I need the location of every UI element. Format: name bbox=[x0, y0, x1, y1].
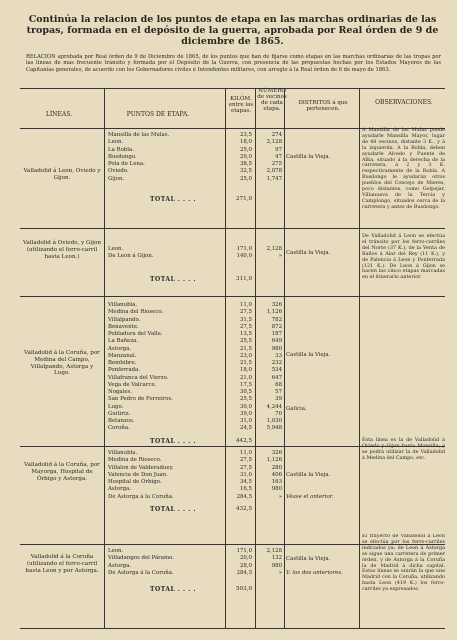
vecinos-value: » bbox=[278, 569, 282, 576]
header-kilom: KILÓM. entre las etapas. bbox=[228, 96, 254, 114]
etapa-item: De Astorga á la Coruña. bbox=[108, 493, 174, 500]
etapa-item: Leon. bbox=[108, 139, 124, 146]
km-value: 21,0 bbox=[239, 374, 252, 381]
etapa-item: Bembibre. bbox=[108, 360, 137, 366]
km-value: 28,0 bbox=[239, 562, 252, 569]
document-page bbox=[20, 12, 445, 632]
etapa-item: Busdongo. bbox=[108, 153, 137, 160]
km-value: 11,0 bbox=[239, 302, 252, 308]
km-value: 29,0 bbox=[239, 153, 252, 160]
km-list bbox=[228, 302, 252, 433]
total-value: 442,5 bbox=[235, 438, 252, 444]
distrito-label: Castilla la Vieja. bbox=[286, 250, 331, 256]
vecinos-value: 280 bbox=[271, 464, 282, 471]
vecinos-list bbox=[256, 548, 282, 577]
vecinos-value: 57 bbox=[275, 389, 282, 395]
distrito-note: Véase el anterior. bbox=[286, 494, 334, 500]
km-value: 284,5 bbox=[236, 569, 252, 576]
observaciones-text: El trayecto de Valladolid á Leon se efectúa por los ferro-carriles indicados ya; de Leon á Astorga se sigue una carretera de primer órden, y de Astorga á la Coruña la de Madrid á dicha capital. Estas líneas se unirán la que une Madrid con la Coruña, utilizando hasta Leon (419 K.) los ferro-carriles ya expresados. bbox=[362, 534, 445, 593]
km-value: 18,0 bbox=[239, 367, 252, 374]
col-rule-4 bbox=[284, 88, 285, 628]
km-value: 31,0 bbox=[239, 471, 252, 478]
etapa-item: Nogales. bbox=[108, 389, 133, 395]
header-distritos: DISTRITOS á que pertenecen. bbox=[298, 100, 348, 112]
linea-label: Valladolid á la Coruña, por Medina del Campo, Villalpando, Astorga y Lugo. bbox=[24, 350, 100, 377]
header-puntos: PUNTOS DE ETAPA. bbox=[126, 111, 190, 118]
km-value: 16,5 bbox=[239, 486, 252, 493]
vecinos-value: 2,128 bbox=[266, 139, 282, 146]
total-label: TOTAL . . . . bbox=[150, 506, 196, 513]
intro-paragraph: RELACION aprobada por Real órden de 9 de Diciembre de 1865, de los puntos que han de fijarse como etapas en las marchas ordinarias de las tropas por las lineas de mas frecuente tránsito y formada por el Depósito de la Guerra, con presencia de las propuestas hechas por los Estados Mayores de las Capitanías generales, de acuerdo con los Gobernadores civiles é Intendentes militares, con arreglo á la Real órden de 6 de mayo de 1863. bbox=[26, 54, 441, 73]
etapa-item: Villafranca del Vierzo. bbox=[108, 374, 169, 381]
distrito-label: Galicia. bbox=[286, 406, 307, 412]
vecinos-value: 4,244 bbox=[266, 403, 282, 410]
etapa-item: Guitiriz. bbox=[108, 410, 131, 417]
km-value: 32,5 bbox=[239, 168, 252, 175]
km-list bbox=[228, 246, 252, 261]
observaciones-text: De Valladolid á Leon se efectúa el tránsito por los ferro-carriles del Norte (37 K.), de la Venta de Baños á Alar del Rey (11 K.), y de Palencia á Leon y Ponferrada (121 K.). De Leon á Gijon se hacen las cinco etapas marcadas en el itinerario anterior. bbox=[362, 233, 445, 281]
observaciones-text: Esta línea es la de Valladolid á Oviedo y Gijon hasta Mansilla; y se podrá utilizar la de Valladolid á Medina del Campo, etc. bbox=[362, 437, 445, 461]
vecinos-value: 980 bbox=[271, 486, 282, 493]
vecinos-value: 872 bbox=[271, 323, 282, 330]
etapa-item: Mansilla de las Mulas. bbox=[108, 132, 170, 138]
etapa-item: Benavente. bbox=[108, 323, 139, 330]
header-vecinos: NÚMERO de vecinos de cada etapa. bbox=[257, 88, 287, 112]
distrito-label: Castilla la Vieja. bbox=[286, 556, 331, 562]
vecinos-value: 274 bbox=[271, 132, 282, 138]
etapa-item: Villalon de Valderaduey. bbox=[108, 464, 174, 471]
vecinos-value: » bbox=[278, 253, 282, 260]
etapa-item: Ponferrada. bbox=[108, 367, 141, 374]
km-value: 27,5 bbox=[239, 464, 252, 471]
bottom-rule bbox=[20, 628, 445, 629]
distrito-label: Castilla la Vieja. bbox=[286, 472, 331, 478]
km-value: 23,5 bbox=[239, 132, 252, 138]
vecinos-value: 5,948 bbox=[266, 425, 282, 432]
etapa-item: Coruña. bbox=[108, 425, 130, 432]
etapa-item: Leon. bbox=[108, 548, 124, 554]
etapa-item: Villadangos del Páramo. bbox=[108, 555, 174, 562]
km-value: 31,5 bbox=[239, 316, 252, 323]
col-rule-5 bbox=[359, 88, 360, 628]
km-value: 39,0 bbox=[239, 410, 252, 417]
etapa-item: De Leon á Gijon. bbox=[108, 253, 154, 260]
etapa-item: Hospital de Órbigo. bbox=[108, 479, 162, 485]
km-value: 27,5 bbox=[239, 323, 252, 330]
km-value: 27,5 bbox=[239, 309, 252, 316]
km-value: 17,5 bbox=[239, 381, 252, 388]
km-value: 171,0 bbox=[236, 246, 252, 252]
vecinos-list bbox=[256, 302, 282, 433]
page-title: Continúa la relacion de los puntos de etapa en las marchas ordinarias de las tropas, formada en el depósito de la guerra, aprobada por Real órden de 9 de diciembre de 1865. bbox=[26, 14, 439, 47]
vecinos-value: 649 bbox=[271, 338, 282, 345]
total-label: TOTAL . . . . bbox=[150, 196, 196, 203]
etapa-item: Pobladura del Valle. bbox=[108, 331, 163, 337]
etapa-item: Villanubla. bbox=[108, 450, 138, 456]
etapa-item: Medina del Rioseco. bbox=[108, 309, 164, 316]
vecinos-value: 326 bbox=[271, 450, 282, 456]
km-value: 38,5 bbox=[239, 161, 252, 167]
vecinos-value: 1,747 bbox=[266, 175, 282, 182]
km-value: 11,0 bbox=[239, 450, 252, 456]
etapa-item: Astorga. bbox=[108, 345, 132, 352]
vecinos-value: 2,128 bbox=[266, 548, 282, 554]
km-value: 21,5 bbox=[239, 360, 252, 366]
etapa-item: De Astorga á la Coruña. bbox=[108, 569, 174, 576]
vecinos-value: 534 bbox=[271, 367, 282, 374]
col-rule-1 bbox=[104, 88, 105, 628]
section-rule bbox=[20, 296, 445, 297]
km-value: 24,5 bbox=[239, 425, 252, 432]
vecinos-value: » bbox=[278, 493, 282, 500]
vecinos-value: 33 bbox=[275, 352, 282, 359]
vecinos-value: 187 bbox=[271, 331, 282, 337]
distrito-note: V. los dos anteriores. bbox=[286, 570, 343, 576]
km-value: 30,0 bbox=[239, 403, 252, 410]
linea-label: Valladolid á la Coruña, por Mayorga, Hospital de Órbigo y Astorga. bbox=[24, 462, 100, 482]
vecinos-list bbox=[256, 450, 282, 501]
vecinos-value: 2,078 bbox=[266, 168, 282, 175]
km-value: 25,5 bbox=[239, 396, 252, 403]
vecinos-value: 2,128 bbox=[266, 246, 282, 252]
km-value: 284,5 bbox=[236, 493, 252, 500]
km-value: 27,5 bbox=[239, 457, 252, 464]
vecinos-value: 1,030 bbox=[266, 418, 282, 424]
km-value: 25,5 bbox=[239, 338, 252, 345]
vecinos-value: 163 bbox=[271, 479, 282, 485]
km-value: 20,0 bbox=[239, 555, 252, 562]
section-rule bbox=[20, 446, 445, 447]
km-value: 13,5 bbox=[239, 331, 252, 337]
km-value: 25,0 bbox=[239, 146, 252, 153]
etapa-item: Medina de Rioseco. bbox=[108, 457, 162, 464]
km-value: 140,0 bbox=[236, 253, 252, 260]
etapa-item: Vega de Valcarce. bbox=[108, 381, 157, 388]
total-value: 432,5 bbox=[235, 506, 252, 512]
etapa-item: La Bañeza. bbox=[108, 338, 139, 345]
etapa-item: Betanzos. bbox=[108, 418, 135, 424]
distrito-label: Castilla la Vieja. bbox=[286, 154, 331, 160]
total-value: 311,0 bbox=[235, 276, 252, 282]
km-list bbox=[228, 548, 252, 577]
vecinos-value: 980 bbox=[271, 345, 282, 352]
etapa-item: Pola de Lena. bbox=[108, 161, 145, 167]
km-list bbox=[228, 450, 252, 501]
linea-label: Valladolid á la Coruña (utilizando el ferro-carril hasta Leon y por Astorga. bbox=[25, 554, 99, 574]
total-label: TOTAL . . . . bbox=[150, 586, 196, 593]
etapa-item: Astorga. bbox=[108, 562, 132, 569]
vecinos-value: 275 bbox=[271, 161, 282, 167]
vecinos-value: 232 bbox=[271, 360, 282, 366]
vecinos-value: 1,126 bbox=[266, 457, 282, 464]
total-label: TOTAL . . . . bbox=[150, 438, 196, 445]
vecinos-list bbox=[256, 246, 282, 261]
distrito-label: Castilla la Vieja. bbox=[286, 352, 331, 358]
vecinos-value: 97 bbox=[275, 146, 282, 153]
km-list bbox=[228, 132, 252, 183]
vecinos-value: 70 bbox=[275, 410, 282, 417]
km-value: 18,0 bbox=[239, 139, 252, 146]
vecinos-value: 1,126 bbox=[266, 309, 282, 316]
etapa-item: Villalpando. bbox=[108, 316, 141, 323]
etapa-item: Villanubla. bbox=[108, 302, 138, 308]
km-value: 34,5 bbox=[239, 479, 252, 485]
vecinos-list bbox=[256, 132, 282, 183]
linea-label: Valladolid á Oviedo, y Gijon (utilizando el ferro-carril hasta Leon.) bbox=[22, 240, 102, 260]
total-value: 503,0 bbox=[235, 586, 252, 592]
vecinos-value: 326 bbox=[271, 302, 282, 308]
etapa-item: Oviedo. bbox=[108, 168, 129, 175]
section-rule bbox=[20, 228, 445, 229]
vecinos-value: 39 bbox=[275, 396, 282, 403]
etapa-item: Manzanal. bbox=[108, 352, 137, 359]
km-value: 31,0 bbox=[239, 418, 252, 424]
total-label: TOTAL . . . . bbox=[150, 276, 196, 283]
observaciones-text: A Mansilla de las Mulas puede ayudarle Mansilla Mayor, lugar de 48 vecinos, distante 3 K., y á la izquierda. A la Robla, deben ayudarle Alcedo y Puente de Alba, situado á la derecha de la carretera, á 2 y 3 K. respectivamente de la Robla. A Busdongo le ayudarán otros pueblos del Concejo de Mieres, poco distantes, como Golpejar, Villanueva de la Tercia y Camplongo, situados cerca de la carretera y antes de Busdongo. bbox=[362, 127, 445, 210]
header-top-rule bbox=[20, 88, 445, 89]
vecinos-value: 132 bbox=[271, 555, 282, 562]
etapa-item: Lugo. bbox=[108, 403, 124, 410]
etapa-item: Gijon. bbox=[108, 175, 125, 182]
linea-label: Valladolid á Leon, Oviedo y Gijon. bbox=[23, 168, 101, 181]
km-value: 25,0 bbox=[239, 175, 252, 182]
km-value: 30,5 bbox=[239, 389, 252, 395]
etapa-item: La Robla. bbox=[108, 146, 134, 153]
vecinos-value: 980 bbox=[271, 562, 282, 569]
km-value: 21,5 bbox=[239, 345, 252, 352]
km-value: 171,0 bbox=[236, 548, 252, 554]
vecinos-value: 406 bbox=[271, 471, 282, 478]
etapa-item: Leon. bbox=[108, 246, 124, 252]
vecinos-value: 782 bbox=[271, 316, 282, 323]
km-value: 23,0 bbox=[239, 352, 252, 359]
etapa-item: Valencia de Don Juan. bbox=[108, 471, 168, 478]
vecinos-value: 47 bbox=[275, 153, 282, 160]
etapa-item: San Pedro de Ferreiros. bbox=[108, 396, 174, 403]
vecinos-value: 647 bbox=[271, 374, 282, 381]
total-value: 271,0 bbox=[235, 196, 252, 202]
vecinos-value: 68 bbox=[275, 381, 282, 388]
header-lineas: LÍNEAS. bbox=[45, 111, 73, 118]
etapa-item: Astorga. bbox=[108, 486, 132, 493]
header-observaciones: OBSERVACIONES. bbox=[375, 99, 433, 106]
